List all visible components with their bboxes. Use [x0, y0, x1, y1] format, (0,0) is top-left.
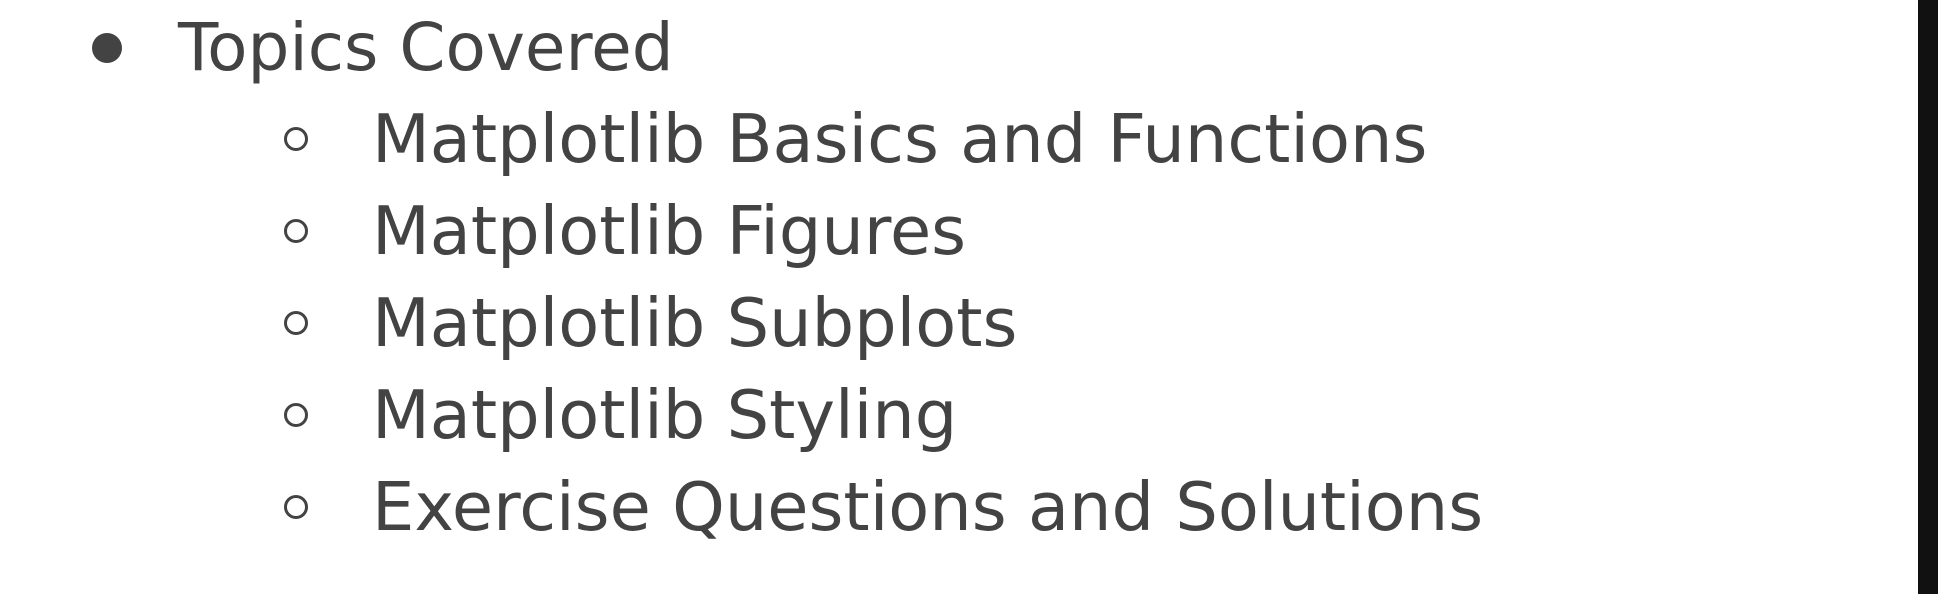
hollow-bullet-icon: [284, 403, 308, 427]
hollow-bullet-icon: [284, 495, 308, 519]
topic-label: Matplotlib Subplots: [372, 284, 1018, 362]
topics-heading: Topics Covered: [178, 9, 674, 86]
hollow-bullet-icon: [284, 127, 308, 151]
topics-heading-row: [92, 8, 674, 88]
topic-item: [284, 99, 1427, 179]
topic-label: Matplotlib Figures: [372, 192, 967, 270]
topic-label: Matplotlib Styling: [372, 376, 958, 454]
topic-item: [284, 283, 1017, 363]
topic-label: Exercise Questions and Solutions: [372, 468, 1484, 546]
topic-item: [284, 467, 1483, 547]
topic-item: [284, 191, 966, 271]
right-edge-border: [1918, 0, 1938, 594]
hollow-bullet-icon: [284, 219, 308, 243]
topic-item: [284, 375, 957, 455]
topic-label: Matplotlib Basics and Functions: [372, 100, 1428, 178]
hollow-bullet-icon: [284, 311, 308, 335]
filled-bullet-icon: [92, 33, 122, 63]
